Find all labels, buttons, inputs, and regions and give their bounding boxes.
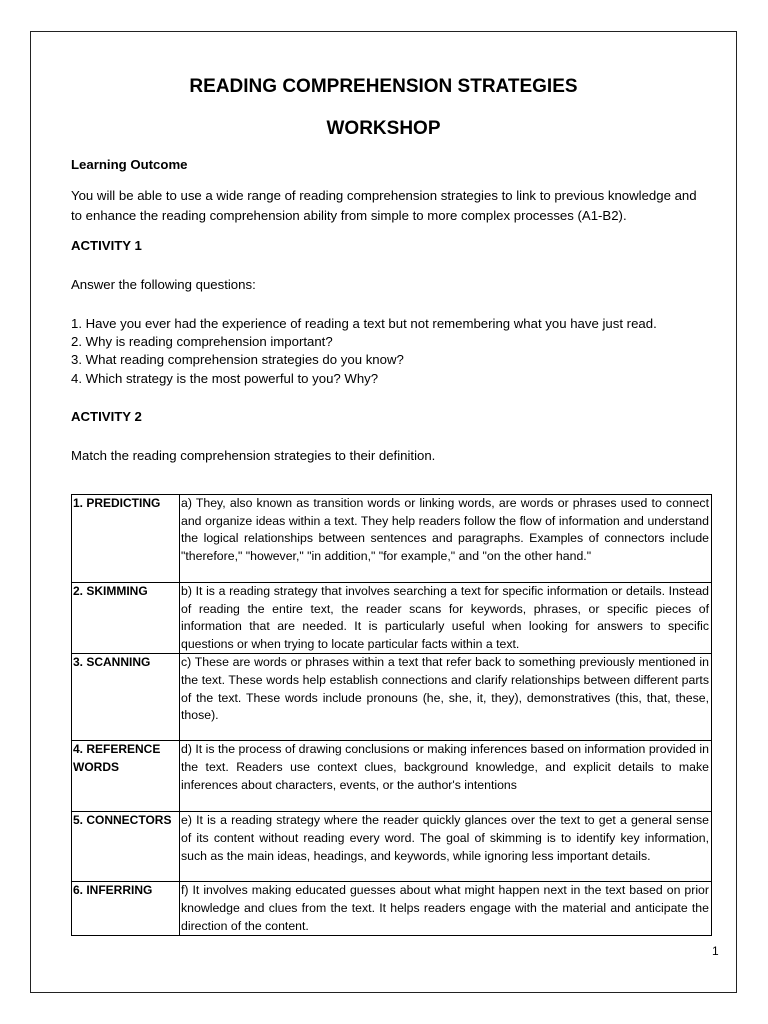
strategy-term: 2. SKIMMING <box>72 583 180 654</box>
question-1: 1. Have you ever had the experience of reading a text but not remembering what you have just read. <box>71 316 657 331</box>
learning-outcome-line-1: You will be able to use a wide range of reading comprehension strategies to link to previous knowledge and <box>71 188 697 203</box>
table-row <box>72 495 712 583</box>
strategy-definition: d) It is the process of drawing conclusions or making inferences based on information provided in the text. Readers use context clues, background knowledge, and explicit details to make inferences about characters, events, or the author's intentions <box>180 741 712 812</box>
document-title: READING COMPREHENSION STRATEGIES <box>189 76 578 97</box>
table-row <box>72 583 712 654</box>
activity-2-heading: ACTIVITY 2 <box>71 409 142 424</box>
strategy-definition: e) It is a reading strategy where the reader quickly glances over the text to get a general sense of its content without reading every word. The goal of skimming is to identify key information, such as the main ideas, headings, and keywords, while ignoring less important details. <box>180 812 712 882</box>
strategy-term: 1. PREDICTING <box>72 495 180 583</box>
activity-1-instruction: Answer the following questions: <box>71 277 256 292</box>
learning-outcome-line-2: to enhance the reading comprehension ability from simple to more complex processes (A1-B2). <box>71 208 627 223</box>
question-3: 3. What reading comprehension strategies do you know? <box>71 352 404 368</box>
table-row <box>72 654 712 741</box>
activity-1-heading: ACTIVITY 1 <box>71 238 142 253</box>
table-row <box>72 741 712 812</box>
strategy-definition: c) These are words or phrases within a text that refer back to something previously mentioned in the text. These words help establish connections and clarify relationships between different parts of the text. These words include pronouns (he, she, it, they), demonstratives (this, that, these, those). <box>180 654 712 741</box>
strategy-term: 3. SCANNING <box>72 654 180 741</box>
strategy-definition: b) It is a reading strategy that involves searching a text for specific information or details. Instead of reading the entire text, the reader scans for keywords, phrases, or specific pieces of information that are needed. It is particularly useful when looking for answers to specific questions or when trying to locate particular facts within a text. <box>180 583 712 654</box>
table-row <box>72 882 712 936</box>
strategy-definition: a) They, also known as transition words or linking words, are words or phrases used to connect and organize ideas within a text. They help readers follow the flow of information and understand the logical relationships between sentences and paragraphs. Examples of connectors include "therefore," "however," "in addition," "for example," and "on the other hand." <box>180 495 712 583</box>
question-4: 4. Which strategy is the most powerful to you? Why? <box>71 370 379 386</box>
matching-table <box>71 494 712 936</box>
strategy-definition: f) It involves making educated guesses about what might happen next in the text based on prior knowledge and clues from the text. It helps readers engage with the material and anticipate the direction of the content. <box>180 882 712 936</box>
question-list <box>71 315 657 388</box>
learning-outcome-heading: Learning Outcome <box>71 157 188 172</box>
strategy-term: 6. INFERRING <box>72 882 180 936</box>
table-row <box>72 812 712 882</box>
page-number: 1 <box>712 944 719 958</box>
activity-2-instruction: Match the reading comprehension strategies to their definition. <box>71 448 436 463</box>
question-2: 2. Why is reading comprehension important? <box>71 334 333 350</box>
document-subtitle: WORKSHOP <box>326 118 441 139</box>
strategy-term: 4. REFERENCE WORDS <box>72 741 180 812</box>
strategy-term: 5. CONNECTORS <box>72 812 180 882</box>
